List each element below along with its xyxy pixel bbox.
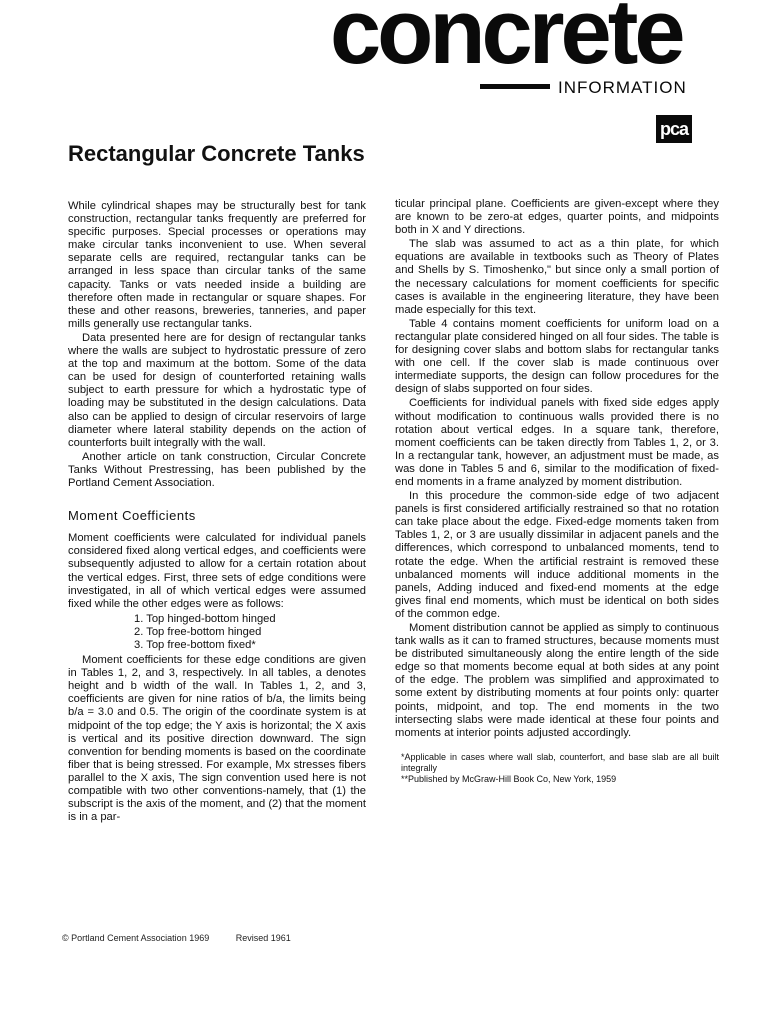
pca-badge: pca: [656, 115, 692, 143]
paragraph: Table 4 contains moment coefficients for uniform load on a rectangular plate considered hinged on all four sides. The table is for designing cover slabs and bottom slabs for rectangular tanks with one cell. If the cover slab is made continuous over intermediate supports, the design can follow procedures for the design of slabs supported on four sides.: [395, 317, 719, 396]
paragraph: Coefficients for individual panels with fixed side edges apply without modification to continuous walls provided there is no rotation about vertical edges. In a square tank, therefore, moment coefficients can be taken directly from Tables 1, 2, or 3. In a rectangular tank, however, an adjustment must be made, as was done in Tables 5 and 6, similar to the modification of fixed-end moments in a frame analyzed by moment distribution.: [395, 397, 719, 488]
paragraph: In this procedure the common-side edge of two adjacent panels is first considered artificially restrained so that no rotation can take place about the edge. Fixed-edge moments taken from Tables 1, 2, or 3 are usually dissimilar in adjacent panels and the differences, which correspond to unbalanced moments, tend to rotate the edge. When the artificial restraint is removed these unbalanced moments will induce additional moments in the panels, Adding induced and fixed-end moments at the edge gives final end moments, which must be identical on both sides of the common edge.: [395, 490, 719, 620]
logo-subtitle: INFORMATION: [558, 78, 687, 97]
logo-word: concrete: [330, 0, 682, 83]
list-item: 2. Top free-bottom hinged: [134, 625, 262, 638]
paragraph: Moment coefficients for these edge conditions are given in Tables 1, 2, and 3, respectively. In all tables, a denotes height and b width of the wall. In Tables 1, 2, and 3, coefficients are given for nine ratios of b/a, the limits being b/a = 3.0 and 0.5. The origin of the coordinate system is at midpoint of the top edge; the Y axis is horizontal; the X axis is vertical and its positive direction downward. The sign convention for bending moments is based on the coordinate fiber that is being stressed. For example, Mx stresses fibers parallel to the X axis, The sign convention used here is not compatible with two other conventions-namely, that (1) the subscript is the axis of the moment, and (2) that the moment is in a par-: [68, 654, 366, 824]
footnotes: [395, 752, 719, 786]
paragraph: Moment coefficients were calculated for individual panels considered fixed along vertical edges, and coefficients were subsequently adjusted to allow for a certain rotation about the vertical edges. First, three sets of edge conditions were investigated, in all of which vertical edges were assumed fixed while the other edges were as follows:: [68, 532, 366, 610]
paragraph: ticular principal plane. Coefficients are given-except where they are known to be zero-at edges, quarter points, and midpoints both in X and Y directions.: [395, 198, 719, 237]
footnote: *Applicable in cases where wall slab, counterfort, and base slab are all built integrally: [401, 751, 719, 774]
left-column: [68, 200, 366, 825]
section-heading: Moment Coefficients: [68, 508, 196, 524]
right-column: [395, 198, 719, 786]
page-title: Rectangular Concrete Tanks: [68, 141, 365, 166]
page-footer: [62, 933, 291, 943]
footnote: **Published by McGraw-Hill Book Co, New York, 1959: [401, 774, 617, 785]
concrete-information-logo: [330, 0, 750, 100]
edge-conditions-list: [68, 613, 366, 652]
paragraph: Data presented here are for design of rectangular tanks where the walls are subject to hydrostatic pressure of zero at the top and maximum at the bottom. Some of the data can be used for design of counterforted retaining walls subject to earth pressure for which a hydrostatic type of loading may be substituted in the design calculations. Data also can be applied to design of circular reservoirs of large diameter where lateral stability depends on the action of counterforts built integrally with the wall.: [68, 331, 366, 449]
paragraph: Moment distribution cannot be applied as simply to continuous tank walls as it can to framed structures, because moments must be distributed simultaneously along the entire length of the side edge so that moments become equal at both sides at any point of the edge. The problem was simplified and approximated to some extent by distributing moments at four points only: quarter points, midpoint, and top. The end moments in the two intersecting slabs were made identical at these four points and moments at interior points adjusted accordingly.: [395, 622, 719, 739]
list-item: 3. Top free-bottom fixed*: [134, 639, 256, 652]
copyright-text: © Portland Cement Association 1969: [62, 933, 210, 943]
logo-rule: [480, 84, 550, 89]
revised-text: Revised 1961: [235, 933, 291, 943]
paragraph: While cylindrical shapes may be structurally best for tank construction, rectangular tanks frequently are preferred for specific purposes. Special processes or operations may make circular tanks inconvenient to use. When several separate cells are required, rectangular tanks can be arranged in less space than circular tanks of the same capacity. Tanks or vats needed inside a building are therefore often made in rectangular or square shapes. For these and other reasons, breweries, tanneries, and paper mills generally use rectangular tanks.: [68, 200, 366, 330]
paragraph: Another article on tank construction, Circular Concrete Tanks Without Prestressing, has been published by the Portland Cement Association.: [68, 450, 366, 489]
paragraph: The slab was assumed to act as a thin plate, for which equations are available in textbooks such as Theory of Plates and Shells by S. Timoshenko," but since only a small portion of the necessary calculations for moment coefficients for specific cases is available in the engineering literature, they have been made especially for this text.: [395, 238, 719, 316]
list-item: 1. Top hinged-bottom hinged: [134, 612, 276, 625]
